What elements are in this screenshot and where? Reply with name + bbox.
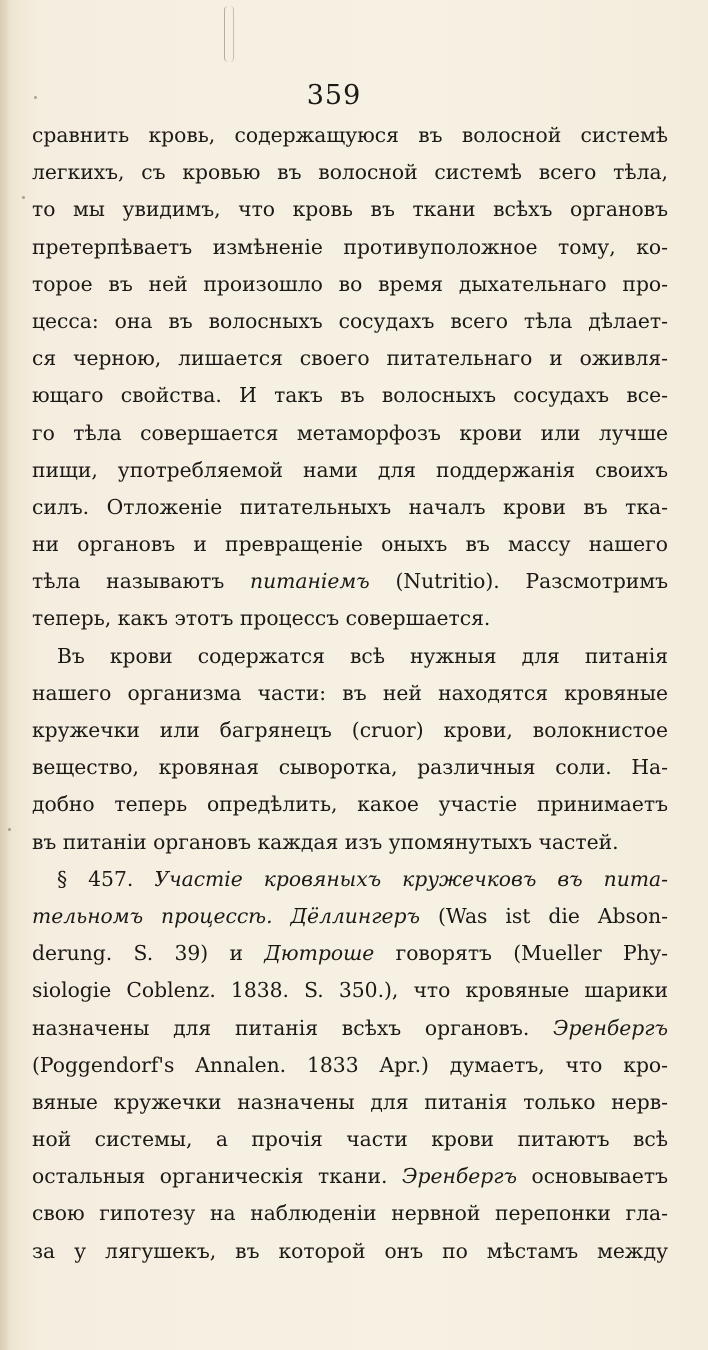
page-number: 359 bbox=[306, 80, 362, 111]
text-line bbox=[32, 638, 668, 675]
text-segment: то мы увидимъ, что кровь въ ткани всѣхъ органовъ bbox=[32, 197, 668, 222]
text-line bbox=[32, 303, 668, 340]
text-line bbox=[32, 1121, 668, 1158]
italic-text-segment: Участіе кровяныхъ кружечковъ въ пита- bbox=[154, 866, 668, 891]
ink-speck bbox=[22, 196, 25, 199]
text-line bbox=[32, 340, 668, 377]
body-text bbox=[32, 117, 668, 1270]
text-segment: (Nutritio). Разсмотримъ bbox=[369, 569, 668, 594]
text-segment: Въ крови содержатся всѣ нужныя для питанія bbox=[57, 643, 668, 668]
text-segment: легкихъ, съ кровью въ волосной системѣ всего тѣла, bbox=[32, 160, 668, 185]
text-line bbox=[32, 861, 668, 898]
italic-text-segment: питаніемъ bbox=[250, 569, 370, 594]
text-segment: нашего организма части: въ ней находятся кровяные bbox=[32, 680, 668, 705]
text-segment: вещество, кровяная сыворотка, различныя соли. На- bbox=[32, 755, 668, 780]
text-segment: за у лягушекъ, въ которой онъ по мѣстамъ между bbox=[32, 1238, 668, 1263]
text-segment: го тѣла совершается метаморфозъ крови или лучше bbox=[32, 420, 668, 445]
text-line bbox=[32, 824, 668, 861]
text-line bbox=[32, 266, 668, 303]
text-segment: свою гипотезу на наблюденіи нервной перепонки гла- bbox=[32, 1201, 668, 1226]
text-line bbox=[32, 972, 668, 1009]
text-segment: говорятъ (Mueller Phy- bbox=[374, 941, 668, 966]
text-line bbox=[32, 452, 668, 489]
text-line bbox=[32, 229, 668, 266]
text-line bbox=[32, 1047, 668, 1084]
binding-thread-mark bbox=[224, 6, 234, 62]
text-line bbox=[32, 1158, 668, 1195]
text-segment: назначены для питанія всѣхъ органовъ. bbox=[32, 1015, 553, 1040]
text-segment: силъ. Отложеніе питательныхъ началъ крови въ тка- bbox=[32, 494, 668, 519]
text-segment: теперь, какъ этотъ процессъ совершается. bbox=[32, 606, 491, 631]
text-line bbox=[32, 415, 668, 452]
text-segment: цесса: она въ волосныхъ сосудахъ всего тѣла дѣлает- bbox=[32, 308, 668, 333]
text-line bbox=[32, 526, 668, 563]
text-segment: основываетъ bbox=[516, 1164, 668, 1189]
italic-text-segment: Эренбергъ bbox=[401, 1164, 517, 1189]
text-line bbox=[32, 675, 668, 712]
text-segment: (Was ist die Abson- bbox=[419, 903, 668, 928]
text-segment: siologie Coblenz. 1838. S. 350.), что кровяные шарики bbox=[32, 978, 668, 1003]
text-segment: derung. S. 39) и bbox=[32, 941, 265, 966]
text-segment: кружечки или багрянецъ (cruor) крови, волокнистое bbox=[32, 718, 668, 742]
italic-text-segment: Эренбергъ bbox=[553, 1015, 668, 1040]
text-line bbox=[32, 1084, 668, 1121]
text-segment: ной системы, а прочія части крови питаютъ всѣ bbox=[32, 1127, 668, 1152]
text-line bbox=[32, 786, 668, 823]
text-line bbox=[32, 154, 668, 191]
italic-text-segment: Дютроше bbox=[264, 941, 375, 966]
text-segment: ся черною, лишается своего питательнаго и оживля- bbox=[32, 346, 668, 371]
text-segment: тѣла называютъ bbox=[32, 569, 251, 594]
text-line bbox=[32, 749, 668, 786]
text-segment: въ питаніи органовъ каждая изъ упомянутыхъ частей. bbox=[32, 829, 619, 854]
italic-text-segment: тельномъ процессѣ. Дёллингеръ bbox=[32, 903, 420, 928]
text-segment: торое въ ней произошло во время дыхательнаго про- bbox=[32, 271, 668, 296]
text-line bbox=[32, 1233, 668, 1270]
text-segment: ющаго свойства. И такъ въ волосныхъ сосудахъ все- bbox=[32, 383, 668, 408]
text-line bbox=[32, 117, 668, 154]
text-line bbox=[32, 563, 668, 600]
text-line bbox=[32, 1195, 668, 1232]
text-line bbox=[32, 489, 668, 526]
text-line bbox=[32, 600, 668, 637]
text-line bbox=[32, 898, 668, 935]
text-line bbox=[32, 712, 668, 749]
text-segment: добно теперь опредѣлить, какое участіе принимаетъ bbox=[32, 792, 668, 817]
text-line bbox=[32, 191, 668, 228]
text-segment: ни органовъ и превращеніе оныхъ въ массу нашего bbox=[32, 532, 668, 557]
text-segment: сравнить кровь, содержащуюся въ волосной системѣ bbox=[32, 123, 668, 147]
text-segment: § 457. bbox=[57, 866, 155, 891]
binding-shadow bbox=[0, 0, 10, 1350]
ink-speck bbox=[8, 828, 11, 831]
text-segment: остальныя органическія ткани. bbox=[32, 1164, 402, 1189]
text-segment: (Poggendorf's Annalen. 1833 Apr.) думаетъ, что кро- bbox=[32, 1052, 668, 1077]
text-segment: пищи, употребляемой нами для поддержанія своихъ bbox=[32, 457, 668, 482]
text-line bbox=[32, 377, 668, 414]
text-line bbox=[32, 1010, 668, 1047]
text-line bbox=[32, 935, 668, 972]
text-segment: вяные кружечки назначены для питанія только нерв- bbox=[32, 1089, 668, 1114]
text-segment: претерпѣваетъ измѣненіе противуположное тому, ко- bbox=[32, 234, 668, 259]
